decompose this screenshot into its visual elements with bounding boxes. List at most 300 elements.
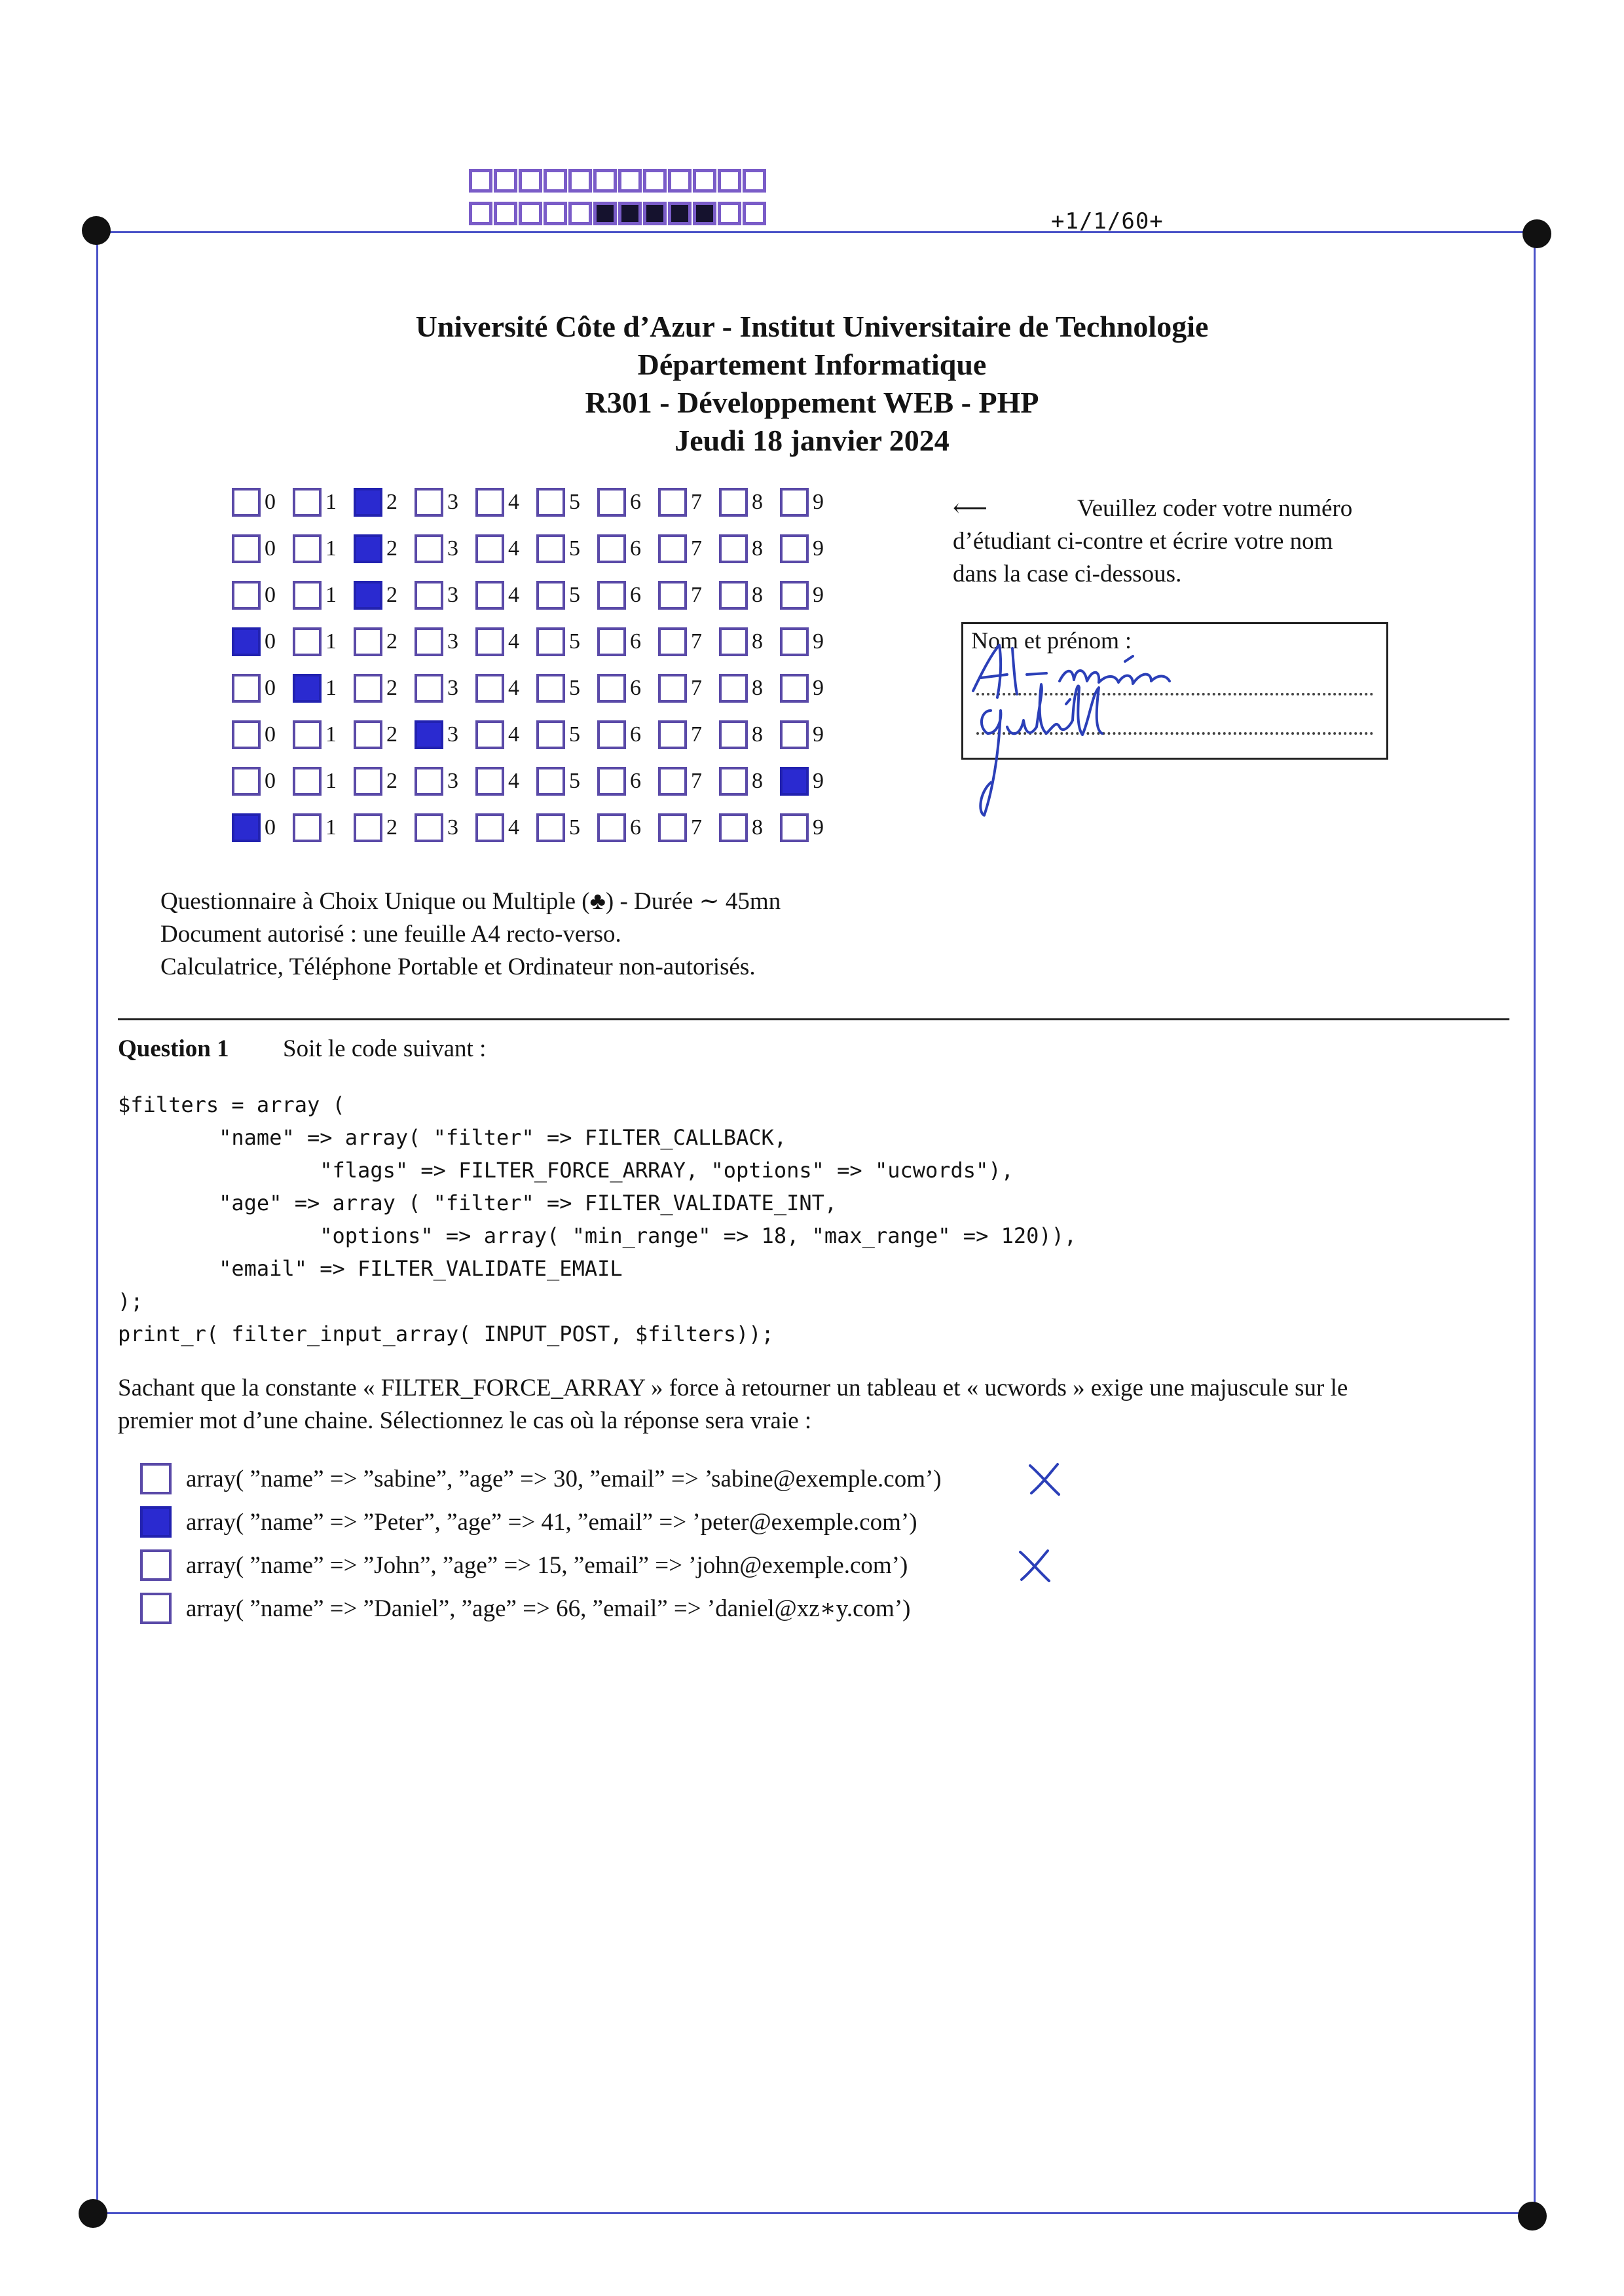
digit-option [415, 627, 475, 656]
digit-option [354, 767, 415, 796]
digit-option [415, 813, 475, 842]
digit-checkbox[interactable] [415, 581, 443, 610]
digit-checkbox[interactable] [719, 674, 748, 703]
digit-label: 9 [813, 583, 824, 607]
barcode-cell [568, 202, 592, 225]
digit-checkbox[interactable] [415, 534, 443, 563]
digit-checkbox[interactable] [658, 488, 687, 517]
barcode-cell [643, 202, 667, 225]
digit-checkbox[interactable] [415, 627, 443, 656]
digit-option [232, 488, 293, 517]
barcode-cell [568, 169, 592, 193]
digit-checkbox[interactable] [597, 534, 626, 563]
digit-option [658, 720, 719, 749]
digit-checkbox[interactable] [475, 720, 504, 749]
digit-checkbox[interactable] [719, 627, 748, 656]
barcode-cell [718, 202, 741, 225]
digit-option [658, 813, 719, 842]
digit-option [658, 488, 719, 517]
digit-option [719, 627, 780, 656]
digit-checkbox[interactable] [354, 534, 382, 563]
digit-checkbox[interactable] [415, 813, 443, 842]
barcode-cell [494, 202, 517, 225]
digit-label: 4 [508, 583, 519, 607]
digit-checkbox[interactable] [232, 767, 261, 796]
digit-checkbox[interactable] [415, 674, 443, 703]
student-digit-row [232, 767, 841, 796]
digit-label: 8 [752, 629, 763, 654]
digit-checkbox[interactable] [354, 674, 382, 703]
barcode-cell [668, 169, 692, 193]
digit-label: 4 [508, 490, 519, 514]
digit-checkbox[interactable] [719, 720, 748, 749]
digit-checkbox[interactable] [354, 488, 382, 517]
code-line: "flags" => FILTER_FORCE_ARRAY, "options" => "ucwords"), [118, 1158, 1014, 1183]
digit-option [780, 813, 841, 842]
digit-option [536, 720, 597, 749]
digit-option [658, 767, 719, 796]
digit-label: 4 [508, 722, 519, 747]
answer-checkbox[interactable] [140, 1463, 172, 1494]
digit-label: 6 [630, 490, 641, 514]
digit-label: 3 [447, 490, 458, 514]
digit-label: 9 [813, 629, 824, 654]
answer-options [140, 1457, 942, 1630]
digit-checkbox[interactable] [536, 813, 565, 842]
digit-checkbox[interactable] [597, 767, 626, 796]
digit-checkbox[interactable] [415, 488, 443, 517]
exam-info-line-2: Document autorisé : une feuille A4 recto-verso. [160, 921, 621, 948]
digit-checkbox[interactable] [536, 534, 565, 563]
barcode-cell [693, 202, 716, 225]
digit-option [232, 720, 293, 749]
barcode-row-1 [469, 169, 766, 193]
digit-label: 8 [752, 676, 763, 700]
digit-label: 5 [569, 676, 580, 700]
digit-checkbox[interactable] [354, 720, 382, 749]
digit-option [597, 581, 658, 610]
digit-option [232, 581, 293, 610]
digit-label: 4 [508, 676, 519, 700]
digit-checkbox[interactable] [658, 674, 687, 703]
answer-text: array( ”name” => ”sabine”, ”age” => 30, ”email” => ’sabine@exemple.com’) [186, 1465, 942, 1492]
digit-label: 2 [386, 629, 397, 654]
digit-label: 8 [752, 769, 763, 793]
digit-label: 6 [630, 583, 641, 607]
digit-checkbox[interactable] [597, 581, 626, 610]
digit-checkbox[interactable] [232, 720, 261, 749]
header-department: Département Informatique [637, 348, 987, 381]
digit-option [293, 534, 354, 563]
digit-option [597, 767, 658, 796]
code-line: "email" => FILTER_VALIDATE_EMAIL [118, 1256, 623, 1281]
digit-label: 2 [386, 490, 397, 514]
digit-option [415, 674, 475, 703]
digit-option [536, 674, 597, 703]
digit-checkbox[interactable] [658, 767, 687, 796]
exam-header [0, 308, 1624, 460]
handwritten-cross-icon [1025, 1459, 1064, 1498]
handwritten-name-signature [961, 629, 1380, 825]
digit-checkbox[interactable] [293, 534, 322, 563]
digit-option [232, 534, 293, 563]
digit-option [780, 767, 841, 796]
digit-checkbox[interactable] [232, 534, 261, 563]
student-digit-row [232, 720, 841, 749]
digit-checkbox[interactable] [415, 767, 443, 796]
digit-label: 6 [630, 769, 641, 793]
digit-label: 0 [265, 536, 276, 561]
digit-label: 8 [752, 722, 763, 747]
digit-checkbox[interactable] [293, 627, 322, 656]
digit-option [415, 720, 475, 749]
digit-option [719, 813, 780, 842]
digit-label: 8 [752, 583, 763, 607]
digit-label: 4 [508, 629, 519, 654]
digit-checkbox[interactable] [597, 488, 626, 517]
left-arrow-icon: ⟵ [953, 495, 988, 522]
header-university: Université Côte d’Azur - Institut Universitaire de Technologie [415, 310, 1209, 343]
digit-option [354, 488, 415, 517]
digit-label: 2 [386, 676, 397, 700]
digit-option [719, 720, 780, 749]
digit-option [780, 720, 841, 749]
code-line: "name" => array( "filter" => FILTER_CALLBACK, [118, 1125, 787, 1150]
digit-checkbox[interactable] [232, 627, 261, 656]
barcode-cell [643, 169, 667, 193]
digit-option [475, 534, 536, 563]
digit-checkbox[interactable] [780, 767, 809, 796]
digit-label: 5 [569, 815, 580, 840]
digit-checkbox[interactable] [719, 488, 748, 517]
digit-label: 5 [569, 583, 580, 607]
digit-checkbox[interactable] [354, 627, 382, 656]
section-divider [118, 1018, 1509, 1020]
digit-checkbox[interactable] [475, 813, 504, 842]
barcode-cell [618, 202, 642, 225]
digit-label: 7 [691, 676, 702, 700]
digit-option [780, 627, 841, 656]
digit-option [354, 581, 415, 610]
digit-option [354, 720, 415, 749]
digit-option [597, 674, 658, 703]
digit-label: 0 [265, 769, 276, 793]
digit-checkbox[interactable] [536, 674, 565, 703]
digit-option [597, 720, 658, 749]
digit-label: 3 [447, 769, 458, 793]
digit-option [658, 581, 719, 610]
digit-option [293, 720, 354, 749]
digit-label: 1 [325, 629, 337, 654]
digit-label: 6 [630, 676, 641, 700]
digit-checkbox[interactable] [597, 813, 626, 842]
digit-label: 3 [447, 676, 458, 700]
digit-option [475, 581, 536, 610]
digit-label: 7 [691, 490, 702, 514]
digit-option [354, 674, 415, 703]
digit-label: 0 [265, 815, 276, 840]
digit-checkbox[interactable] [354, 581, 382, 610]
digit-option [536, 534, 597, 563]
digit-checkbox[interactable] [475, 767, 504, 796]
digit-checkbox[interactable] [536, 488, 565, 517]
digit-checkbox[interactable] [232, 674, 261, 703]
digit-checkbox[interactable] [536, 767, 565, 796]
digit-label: 3 [447, 815, 458, 840]
digit-option [658, 534, 719, 563]
digit-option [597, 627, 658, 656]
digit-checkbox[interactable] [658, 534, 687, 563]
digit-label: 3 [447, 583, 458, 607]
digit-label: 4 [508, 815, 519, 840]
digit-option [293, 813, 354, 842]
digit-checkbox[interactable] [475, 627, 504, 656]
barcode-cell [668, 202, 692, 225]
digit-checkbox[interactable] [597, 627, 626, 656]
barcode-cell [544, 169, 567, 193]
header-date: Jeudi 18 janvier 2024 [674, 424, 950, 457]
digit-option [719, 674, 780, 703]
digit-label: 9 [813, 769, 824, 793]
student-digit-row [232, 627, 841, 656]
frame-bottom-line [93, 2212, 1530, 2214]
digit-checkbox[interactable] [780, 720, 809, 749]
student-digit-row [232, 813, 841, 842]
digit-checkbox[interactable] [536, 581, 565, 610]
barcode-cell [519, 169, 542, 193]
digit-checkbox[interactable] [597, 674, 626, 703]
digit-label: 5 [569, 722, 580, 747]
digit-checkbox[interactable] [719, 767, 748, 796]
digit-label: 6 [630, 629, 641, 654]
digit-checkbox[interactable] [415, 720, 443, 749]
digit-checkbox[interactable] [658, 720, 687, 749]
corner-dot-top-left [82, 216, 111, 245]
digit-checkbox[interactable] [597, 720, 626, 749]
digit-checkbox[interactable] [658, 813, 687, 842]
header-course: R301 - Développement WEB - PHP [585, 386, 1039, 419]
barcode-cell [743, 202, 766, 225]
digit-checkbox[interactable] [232, 488, 261, 517]
digit-checkbox[interactable] [232, 813, 261, 842]
digit-checkbox[interactable] [719, 534, 748, 563]
student-digit-row [232, 674, 841, 703]
digit-option [719, 488, 780, 517]
digit-option [475, 813, 536, 842]
corner-dot-bottom-left [79, 2199, 107, 2228]
answer-text: array( ”name” => ”Daniel”, ”age” => 66, ”email” => ’daniel@xz∗y.com’) [186, 1595, 911, 1622]
digit-label: 2 [386, 815, 397, 840]
digit-checkbox[interactable] [719, 581, 748, 610]
digit-label: 5 [569, 629, 580, 654]
digit-checkbox[interactable] [354, 767, 382, 796]
digit-option [536, 767, 597, 796]
barcode-cell [743, 169, 766, 193]
barcode-cell [718, 169, 741, 193]
digit-label: 0 [265, 629, 276, 654]
digit-checkbox[interactable] [780, 581, 809, 610]
digit-checkbox[interactable] [475, 581, 504, 610]
handwritten-cross-icon [1015, 1546, 1054, 1585]
instr-line-2: d’étudiant ci-contre et écrire votre nom [953, 528, 1333, 555]
digit-option [232, 627, 293, 656]
answer-checkbox[interactable] [140, 1506, 172, 1538]
digit-label: 1 [325, 583, 337, 607]
page-id: +1/1/60+ [1051, 208, 1164, 234]
answer-option [140, 1500, 942, 1544]
code-line: "options" => array( "min_range" => 18, "max_range" => 120)), [118, 1223, 1077, 1248]
digit-option [475, 627, 536, 656]
barcode-cell [544, 202, 567, 225]
digit-option [293, 627, 354, 656]
digit-checkbox[interactable] [293, 767, 322, 796]
digit-label: 8 [752, 815, 763, 840]
digit-checkbox[interactable] [293, 488, 322, 517]
digit-option [354, 627, 415, 656]
digit-option [536, 581, 597, 610]
digit-option [475, 720, 536, 749]
digit-option [658, 627, 719, 656]
exam-info [160, 885, 781, 984]
digit-checkbox[interactable] [475, 674, 504, 703]
digit-option [780, 534, 841, 563]
digit-option [293, 674, 354, 703]
digit-checkbox[interactable] [658, 581, 687, 610]
digit-label: 9 [813, 676, 824, 700]
digit-label: 2 [386, 536, 397, 561]
digit-label: 4 [508, 536, 519, 561]
answer-checkbox[interactable] [140, 1593, 172, 1624]
digit-label: 8 [752, 490, 763, 514]
digit-label: 2 [386, 769, 397, 793]
barcode-cell [693, 169, 716, 193]
digit-checkbox[interactable] [536, 627, 565, 656]
digit-checkbox[interactable] [232, 581, 261, 610]
barcode-cell [593, 169, 617, 193]
digit-label: 8 [752, 536, 763, 561]
digit-option [536, 627, 597, 656]
digit-label: 5 [569, 769, 580, 793]
digit-option [536, 813, 597, 842]
digit-label: 1 [325, 676, 337, 700]
digit-label: 9 [813, 722, 824, 747]
digit-option [719, 767, 780, 796]
corner-dot-top-right [1522, 219, 1551, 248]
digit-checkbox[interactable] [780, 488, 809, 517]
digit-checkbox[interactable] [780, 674, 809, 703]
digit-option [232, 674, 293, 703]
digit-option [780, 674, 841, 703]
instr-line-3: dans la case ci-dessous. [953, 561, 1182, 587]
digit-option [719, 581, 780, 610]
digit-checkbox[interactable] [293, 674, 322, 703]
name-box-label: Nom et prénom : [971, 627, 1132, 654]
instr-line-1: Veuillez coder votre numéro [1077, 495, 1353, 522]
digit-label: 4 [508, 769, 519, 793]
digit-checkbox[interactable] [780, 534, 809, 563]
question-label: Question 1 [118, 1035, 229, 1062]
digit-label: 0 [265, 490, 276, 514]
digit-label: 7 [691, 536, 702, 561]
digit-label: 1 [325, 769, 337, 793]
digit-option [354, 534, 415, 563]
question-intro: Soit le code suivant : [283, 1035, 487, 1062]
digit-label: 2 [386, 722, 397, 747]
digit-checkbox[interactable] [293, 720, 322, 749]
digit-checkbox[interactable] [536, 720, 565, 749]
digit-checkbox[interactable] [475, 488, 504, 517]
question-text-line-2: premier mot d’une chaine. Sélectionnez le cas où la réponse sera vraie : [118, 1407, 812, 1434]
digit-option [597, 813, 658, 842]
digit-option [293, 767, 354, 796]
digit-checkbox[interactable] [780, 627, 809, 656]
digit-option [293, 488, 354, 517]
digit-label: 6 [630, 536, 641, 561]
digit-label: 1 [325, 722, 337, 747]
digit-label: 9 [813, 490, 824, 514]
digit-label: 1 [325, 536, 337, 561]
digit-option [293, 581, 354, 610]
barcode-row-2 [469, 202, 766, 225]
digit-label: 9 [813, 536, 824, 561]
digit-label: 5 [569, 536, 580, 561]
barcode-cell [469, 202, 492, 225]
digit-label: 0 [265, 676, 276, 700]
digit-option [597, 534, 658, 563]
digit-label: 5 [569, 490, 580, 514]
corner-dot-bottom-right [1518, 2202, 1547, 2231]
digit-label: 7 [691, 722, 702, 747]
digit-label: 6 [630, 722, 641, 747]
answer-text: array( ”name” => ”John”, ”age” => 15, ”email” => ’john@exemple.com’) [186, 1551, 908, 1579]
code-line: ); [118, 1289, 143, 1314]
digit-option [658, 674, 719, 703]
answer-checkbox[interactable] [140, 1549, 172, 1581]
digit-checkbox[interactable] [658, 627, 687, 656]
digit-option [232, 813, 293, 842]
barcode-cell [593, 202, 617, 225]
digit-option [415, 534, 475, 563]
digit-option [536, 488, 597, 517]
digit-label: 7 [691, 769, 702, 793]
code-line: print_r( filter_input_array( INPUT_POST, $filters)); [118, 1322, 774, 1346]
digit-option [415, 488, 475, 517]
digit-option [232, 767, 293, 796]
answer-option [140, 1587, 942, 1630]
digit-checkbox[interactable] [293, 581, 322, 610]
digit-label: 0 [265, 583, 276, 607]
exam-info-line-3: Calculatrice, Téléphone Portable et Ordinateur non-autorisés. [160, 954, 756, 980]
question-text-line-1: Sachant que la constante « FILTER_FORCE_ARRAY » force à retourner un tableau et « ucwords » exige une majuscule sur le [118, 1375, 1348, 1401]
digit-label: 1 [325, 490, 337, 514]
digit-label: 6 [630, 815, 641, 840]
digit-option [415, 581, 475, 610]
digit-label: 3 [447, 722, 458, 747]
question-text [118, 1372, 1519, 1437]
digit-option [780, 581, 841, 610]
digit-label: 1 [325, 815, 337, 840]
frame-left-line [96, 231, 98, 2212]
digit-checkbox[interactable] [293, 813, 322, 842]
frame-top-line [93, 231, 1537, 233]
digit-checkbox[interactable] [719, 813, 748, 842]
digit-label: 9 [813, 815, 824, 840]
digit-checkbox[interactable] [780, 813, 809, 842]
code-line: "age" => array ( "filter" => FILTER_VALIDATE_INT, [118, 1191, 838, 1215]
digit-checkbox[interactable] [475, 534, 504, 563]
digit-checkbox[interactable] [354, 813, 382, 842]
student-digit-row [232, 581, 841, 610]
